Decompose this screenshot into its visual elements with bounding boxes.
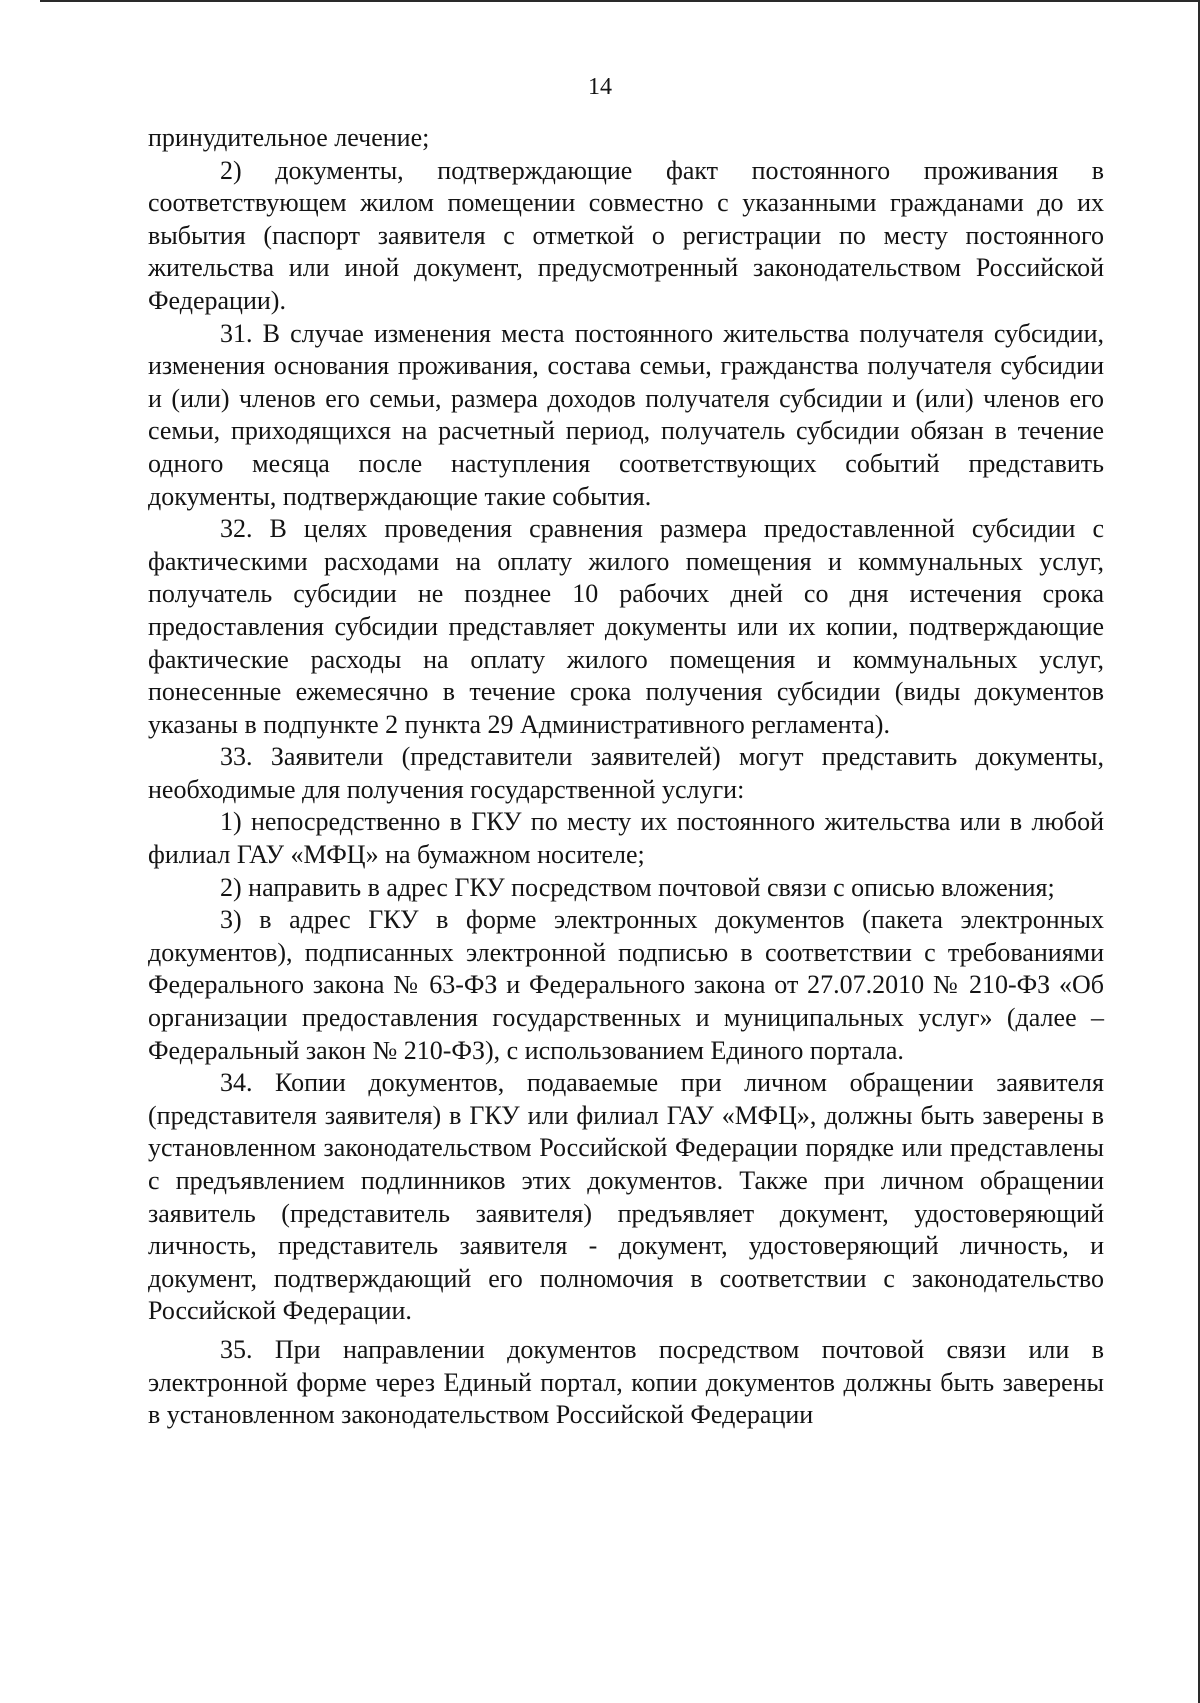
scan-border-top — [40, 0, 1200, 2]
document-body — [148, 122, 1104, 1432]
paragraph-33-item-2: 2) направить в адрес ГКУ посредством почтовой связи с описью вложения; — [220, 872, 1055, 902]
paragraph-32: 32. В целях проведения сравнения размера предоставленной субсидии с фактическими расходами на оплату жилого помещения и коммунальных услуг, получатель субсидии не позднее 10 рабочих дней со дня истечения срока предоставления субсидии представляет документы или их копии, подтверждающие фактические расходы на оплату жилого помещения и коммунальных услуг, понесенные ежемесячно в течение срока получения субсидии (виды документов указаны в подпункте 2 пункта 29 Административного регламента). — [148, 514, 1104, 739]
paragraph-33-item-1: 1) непосредственно в ГКУ по месту их постоянного жительства или в любой филиал ГАУ «МФЦ» на бумажном носителе; — [148, 807, 1104, 870]
paragraph-34: 34. Копии документов, подаваемые при личном обращении заявителя (представителя заявителя) в ГКУ или филиал ГАУ «МФЦ», должны быть заверены в установленном законодательством Российской Федерации порядке или представлены с предъявлением подлинников этих документов. Также при личном обращении заявитель (представитель заявителя) предъявляет документ, удостоверяющий личность, представитель заявителя - документ, удостоверяющий личность, и документ, подтверждающий его полномочия в соответствии с законодательство Российской Федерации. — [148, 1068, 1104, 1326]
paragraph-continuation: принудительное лечение; — [148, 123, 430, 152]
paragraph-35: 35. При направлении документов посредством почтовой связи или в электронной форме через Единый портал, копии документов должны быть заверены в установленном законодательством Российской Федерации — [148, 1334, 1104, 1430]
paragraph-item-2-residence-documents: 2) документы, подтверждающие факт постоянного проживания в соответствующем жилом помещении совместно с указанными гражданами до их выбытия (паспорт заявителя с отметкой о регистрации по месту постоянного жительства или иной документ, предусмотренный законодательством Российской Федерации). — [148, 155, 1104, 315]
paragraph-33: 33. Заявители (представители заявителей) могут представить документы, необходимые для получения государственной услуги: — [148, 742, 1104, 804]
page-number: 14 — [588, 74, 612, 100]
paragraph-33-item-3: 3) в адрес ГКУ в форме электронных документов (пакета электронных документов), подписанных электронной подписью в соответствии с требованиями Федерального закона № 63-ФЗ и Федерального закона от 27.07.2010 № 210-ФЗ «Об организации предоставления государственных и муниципальных услуг» (далее – Федеральный закон № 210-ФЗ), с использованием Единого портала. — [148, 905, 1104, 1065]
paragraph-31: 31. В случае изменения места постоянного жительства получателя субсидии, изменения основания проживания, состава семьи, гражданства получателя субсидии и (или) членов его семьи, размера доходов получателя субсидии и (или) членов его семьи, приходящихся на расчетный период, получатель субсидии обязан в течение одного месяца после наступления соответствующих событий представить документы, подтверждающие такие события. — [148, 318, 1104, 511]
